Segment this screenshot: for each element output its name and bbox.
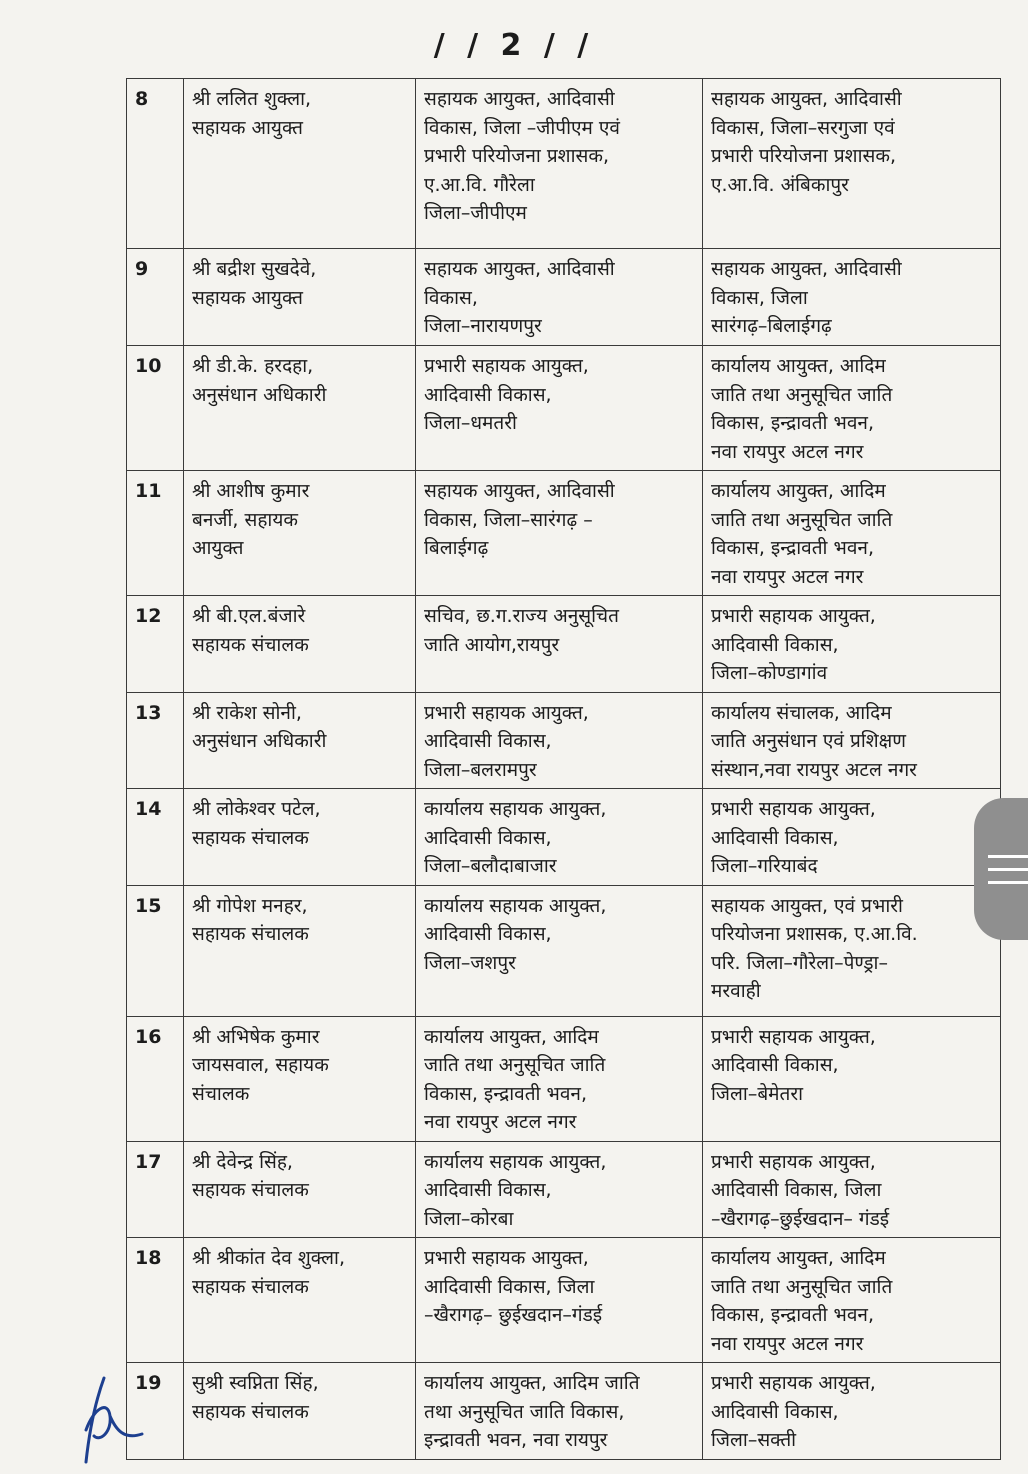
new-posting-line: विकास, जिला xyxy=(711,286,808,309)
new-posting-line: जाति अनुसंधान एवं प्रशिक्षण xyxy=(711,730,907,752)
current-posting-cell xyxy=(416,885,703,1016)
table-row xyxy=(127,1141,1001,1238)
officer-designation-line: सहायक संचालक xyxy=(192,826,309,849)
officer-name-cell xyxy=(184,79,416,249)
officer-name-line: श्री डी.के. हरदहा, xyxy=(192,355,314,377)
current-posting-line: आदिवासी विकास, xyxy=(424,826,552,849)
new-posting-line: जिला–गरियाबंद xyxy=(711,855,818,877)
current-posting-cell xyxy=(416,1141,703,1238)
current-posting-line: विकास, इन्द्रावती भवन, xyxy=(424,1082,587,1105)
table-row xyxy=(127,249,1001,346)
officer-name-cell xyxy=(184,249,416,346)
current-posting-line: विकास, जिला–सारंगढ़ – xyxy=(424,508,593,531)
officer-name-line: बनर्जी, सहायक xyxy=(192,508,298,531)
current-posting-line: जिला–बलौदाबाजार xyxy=(424,855,557,877)
new-posting-line: जिला–सक्ती xyxy=(711,1429,797,1451)
new-posting-line: प्रभारी सहायक आयुक्त, xyxy=(711,1150,876,1173)
table-row xyxy=(127,1016,1001,1141)
scroll-handle-grip-line xyxy=(988,855,1028,858)
transfer-table xyxy=(126,78,1001,1460)
new-posting-line: विकास, इन्द्रावती भवन, xyxy=(711,1304,874,1326)
new-posting-cell xyxy=(703,1238,1001,1363)
current-posting-line: प्रभारी परियोजना प्रशासक, xyxy=(424,145,609,167)
officer-name-line: श्री बी.एल.बंजारे xyxy=(192,605,306,627)
table-row xyxy=(127,885,1001,1016)
current-posting-line: कार्यालय सहायक आयुक्त, xyxy=(424,798,607,820)
current-posting-line: जाति आयोग,रायपुर xyxy=(424,633,560,656)
current-posting-line: जाति तथा अनुसूचित जाति xyxy=(424,1054,606,1076)
current-posting-line: कार्यालय सहायक आयुक्त, xyxy=(424,1150,607,1173)
current-posting-line: –खैरागढ़– छुईखदान–गंडई xyxy=(424,1304,603,1326)
table-row xyxy=(127,596,1001,693)
new-posting-line: नवा रायपुर अटल नगर xyxy=(711,440,864,463)
current-posting-line: आदिवासी विकास, जिला xyxy=(424,1275,595,1298)
current-posting-line: कार्यालय आयुक्त, आदिम जाति xyxy=(424,1372,640,1394)
current-posting-line: प्रभारी सहायक आयुक्त, xyxy=(424,1247,589,1269)
officer-designation-line: सहायक संचालक xyxy=(192,1275,309,1298)
new-posting-cell xyxy=(703,471,1001,596)
current-posting-line: सहायक आयुक्त, आदिवासी xyxy=(424,480,615,502)
current-posting-line: इन्द्रावती भवन, नवा रायपुर xyxy=(424,1429,608,1451)
current-posting-cell xyxy=(416,1016,703,1141)
current-posting-line: विकास, xyxy=(424,286,478,309)
current-posting-line: कार्यालय आयुक्त, आदिम xyxy=(424,1025,599,1048)
officer-name-line: श्री आशीष कुमार xyxy=(192,480,310,502)
serial-number: 19 xyxy=(127,1363,184,1460)
new-posting-line: आदिवासी विकास, xyxy=(711,1054,839,1076)
current-posting-line: आदिवासी विकास, xyxy=(424,923,552,945)
new-posting-line: कार्यालय आयुक्त, आदिम xyxy=(711,480,886,502)
current-posting-cell xyxy=(416,1238,703,1363)
new-posting-line: प्रभारी सहायक आयुक्त, xyxy=(711,605,876,627)
new-posting-line: सारंगढ़–बिलाईगढ़ xyxy=(711,315,832,337)
new-posting-line: नवा रायपुर अटल नगर xyxy=(711,1332,864,1355)
current-posting-line: जिला–जीपीएम xyxy=(424,202,527,224)
officer-name-line: सुश्री स्वप्निता सिंह, xyxy=(192,1372,319,1394)
current-posting-line: सचिव, छ.ग.राज्य अनुसूचित xyxy=(424,605,619,627)
new-posting-line: कार्यालय आयुक्त, आदिम xyxy=(711,355,886,377)
current-posting-line: सहायक आयुक्त, आदिवासी xyxy=(424,88,615,110)
new-posting-line: –खैरागढ़–छुईखदान– गंडई xyxy=(711,1207,890,1230)
new-posting-cell xyxy=(703,79,1001,249)
new-posting-cell xyxy=(703,1363,1001,1460)
officer-name-line: श्री ललित शुक्ला, xyxy=(192,88,312,110)
officer-designation-line: अनुसंधान अधिकारी xyxy=(192,383,327,406)
new-posting-line: प्रभारी परियोजना प्रशासक, xyxy=(711,145,896,167)
new-posting-line: परि. जिला–गौरेला–पेण्ड्रा– xyxy=(711,951,888,974)
current-posting-line: आदिवासी विकास, xyxy=(424,1179,552,1201)
new-posting-line: आदिवासी विकास, xyxy=(711,1400,839,1423)
officer-name-cell xyxy=(184,1016,416,1141)
new-posting-line: प्रभारी सहायक आयुक्त, xyxy=(711,1372,876,1394)
new-posting-line: सहायक आयुक्त, आदिवासी xyxy=(711,88,902,110)
current-posting-line: आदिवासी विकास, xyxy=(424,383,552,406)
officer-name-line: श्री लोकेश्वर पटेल, xyxy=(192,798,321,820)
serial-number: 11 xyxy=(127,471,184,596)
new-posting-line: आदिवासी विकास, xyxy=(711,633,839,656)
new-posting-line: कार्यालय आयुक्त, आदिम xyxy=(711,1247,886,1269)
current-posting-line: सहायक आयुक्त, आदिवासी xyxy=(424,258,615,280)
officer-name-cell xyxy=(184,1141,416,1238)
table-row xyxy=(127,79,1001,249)
officer-designation-line: संचालक xyxy=(192,1082,250,1105)
current-posting-line: नवा रायपुर अटल नगर xyxy=(424,1111,577,1133)
new-posting-line: आदिवासी विकास, जिला xyxy=(711,1179,882,1201)
current-posting-line: आदिवासी विकास, xyxy=(424,730,552,752)
officer-name-cell xyxy=(184,789,416,886)
table-row xyxy=(127,692,1001,789)
new-posting-cell xyxy=(703,1016,1001,1141)
current-posting-line: ए.आ.वि. गौरेला xyxy=(424,173,535,196)
current-posting-line: प्रभारी सहायक आयुक्त, xyxy=(424,355,589,377)
new-posting-line: जाति तथा अनुसूचित जाति xyxy=(711,1275,893,1298)
current-posting-line: जिला–नारायणपुर xyxy=(424,315,542,337)
serial-number: 9 xyxy=(127,249,184,346)
new-posting-line: प्रभारी सहायक आयुक्त, xyxy=(711,798,876,820)
officer-name-line: जायसवाल, सहायक xyxy=(192,1054,329,1076)
transfer-table-body xyxy=(127,79,1001,1460)
officer-designation-line: सहायक संचालक xyxy=(192,1179,309,1201)
new-posting-cell xyxy=(703,249,1001,346)
officer-designation-line: आयुक्त xyxy=(192,537,244,559)
officer-name-line: श्री बद्रीश सुखदेवे, xyxy=(192,258,317,280)
new-posting-cell xyxy=(703,1141,1001,1238)
current-posting-cell xyxy=(416,346,703,471)
new-posting-line: संस्थान,नवा रायपुर अटल नगर xyxy=(711,758,917,781)
new-posting-cell xyxy=(703,885,1001,1016)
table-row xyxy=(127,471,1001,596)
signature-mark xyxy=(64,1370,164,1470)
officer-designation-line: सहायक संचालक xyxy=(192,1400,309,1423)
officer-name-cell xyxy=(184,1363,416,1460)
table-row xyxy=(127,1238,1001,1363)
officer-designation-line: सहायक आयुक्त xyxy=(192,286,303,309)
serial-number: 16 xyxy=(127,1016,184,1141)
new-posting-cell xyxy=(703,692,1001,789)
new-posting-cell xyxy=(703,789,1001,886)
scroll-handle[interactable] xyxy=(974,798,1028,940)
current-posting-cell xyxy=(416,1363,703,1460)
serial-number: 15 xyxy=(127,885,184,1016)
new-posting-line: विकास, इन्द्रावती भवन, xyxy=(711,412,874,434)
officer-designation-line: सहायक संचालक xyxy=(192,633,309,656)
current-posting-line: जिला–बलरामपुर xyxy=(424,758,537,781)
new-posting-line: विकास, इन्द्रावती भवन, xyxy=(711,537,874,559)
page-number: / / 2 / / xyxy=(433,28,595,63)
officer-name-line: श्री गोपेश मनहर, xyxy=(192,894,308,917)
new-posting-line: सहायक आयुक्त, एवं प्रभारी xyxy=(711,894,903,917)
current-posting-cell xyxy=(416,692,703,789)
officer-designation-line: सहायक संचालक xyxy=(192,923,309,945)
serial-number: 17 xyxy=(127,1141,184,1238)
current-posting-cell xyxy=(416,596,703,693)
current-posting-line: तथा अनुसूचित जाति विकास, xyxy=(424,1400,625,1423)
scroll-handle-grip-line xyxy=(988,881,1028,884)
new-posting-line: जिला–कोण्डागांव xyxy=(711,662,828,684)
serial-number: 8 xyxy=(127,79,184,249)
officer-designation-line: अनुसंधान अधिकारी xyxy=(192,730,327,752)
serial-number: 18 xyxy=(127,1238,184,1363)
current-posting-line: विकास, जिला –जीपीएम एवं xyxy=(424,116,620,139)
scroll-handle-grip-line xyxy=(988,868,1028,871)
new-posting-line: आदिवासी विकास, xyxy=(711,826,839,849)
new-posting-cell xyxy=(703,596,1001,693)
new-posting-line: मरवाही xyxy=(711,980,761,1002)
table-row xyxy=(127,789,1001,886)
new-posting-line: नवा रायपुर अटल नगर xyxy=(711,565,864,588)
current-posting-line: कार्यालय सहायक आयुक्त, xyxy=(424,894,607,917)
current-posting-line: जिला–कोरबा xyxy=(424,1207,514,1230)
table-row xyxy=(127,346,1001,471)
new-posting-line: परियोजना प्रशासक, ए.आ.वि. xyxy=(711,923,918,945)
officer-name-cell xyxy=(184,596,416,693)
officer-name-cell xyxy=(184,471,416,596)
current-posting-cell xyxy=(416,79,703,249)
new-posting-line: कार्यालय संचालक, आदिम xyxy=(711,701,892,724)
current-posting-cell xyxy=(416,789,703,886)
new-posting-line: जाति तथा अनुसूचित जाति xyxy=(711,383,893,406)
serial-number: 14 xyxy=(127,789,184,886)
new-posting-line: सहायक आयुक्त, आदिवासी xyxy=(711,258,902,280)
officer-designation-line: सहायक आयुक्त xyxy=(192,116,303,139)
serial-number: 12 xyxy=(127,596,184,693)
officer-name-cell xyxy=(184,346,416,471)
new-posting-line: ए.आ.वि. अंबिकापुर xyxy=(711,173,849,196)
officer-name-line: श्री देवेन्द्र सिंह, xyxy=(192,1150,293,1173)
officer-name-cell xyxy=(184,692,416,789)
table-row xyxy=(127,1363,1001,1460)
current-posting-line: बिलाईगढ़ xyxy=(424,537,489,559)
current-posting-line: जिला–जशपुर xyxy=(424,951,516,974)
serial-number: 10 xyxy=(127,346,184,471)
current-posting-cell xyxy=(416,249,703,346)
new-posting-line: प्रभारी सहायक आयुक्त, xyxy=(711,1025,876,1048)
serial-number: 13 xyxy=(127,692,184,789)
new-posting-line: जाति तथा अनुसूचित जाति xyxy=(711,508,893,531)
new-posting-cell xyxy=(703,346,1001,471)
officer-name-cell xyxy=(184,885,416,1016)
current-posting-line: प्रभारी सहायक आयुक्त, xyxy=(424,701,589,724)
current-posting-line: जिला–धमतरी xyxy=(424,412,517,434)
current-posting-cell xyxy=(416,471,703,596)
new-posting-line: जिला–बेमेतरा xyxy=(711,1082,804,1105)
officer-name-line: श्री श्रीकांत देव शुक्ला, xyxy=(192,1247,345,1269)
officer-name-line: श्री राकेश सोनी, xyxy=(192,701,302,724)
officer-name-cell xyxy=(184,1238,416,1363)
officer-name-line: श्री अभिषेक कुमार xyxy=(192,1025,320,1048)
new-posting-line: विकास, जिला–सरगुजा एवं xyxy=(711,116,895,139)
